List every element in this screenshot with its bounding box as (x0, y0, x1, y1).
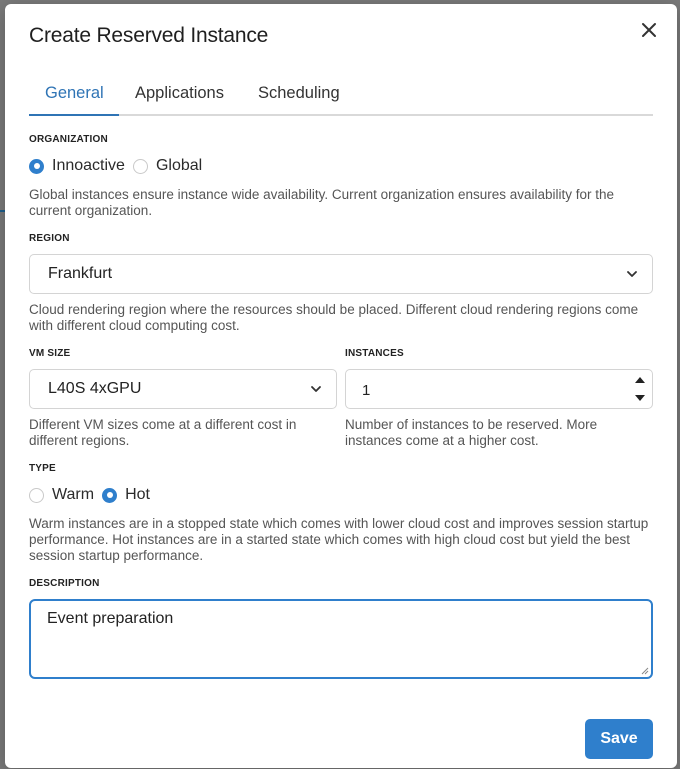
region-label: REGION (29, 233, 70, 244)
instances-decrement-button[interactable] (629, 389, 651, 407)
organization-radio-global[interactable] (133, 159, 148, 174)
instances-help-text: Number of instances to be reserved. More instances come at a higher cost. (345, 417, 598, 448)
instances-label: INSTANCES (345, 348, 404, 359)
organization-label: ORGANIZATION (29, 134, 108, 145)
instances-value: 1 (362, 382, 371, 399)
vm-size-select-value: L40S 4xGPU (48, 380, 142, 397)
tab-scheduling[interactable] (258, 84, 340, 113)
close-button[interactable] (637, 18, 661, 42)
vm-size-label: VM SIZE (29, 348, 71, 359)
close-icon (641, 22, 657, 38)
caret-up-icon (634, 376, 646, 384)
type-radio-hot[interactable] (102, 488, 117, 503)
description-label: DESCRIPTION (29, 578, 100, 589)
tab-general[interactable] (45, 84, 104, 113)
region-select-value: Frankfurt (48, 265, 113, 282)
resize-grip-icon[interactable] (641, 667, 649, 675)
tab-applications-label: Applications (135, 84, 224, 102)
caret-down-icon (634, 394, 646, 402)
vm-size-select[interactable] (29, 369, 337, 409)
region-help-text: Cloud rendering region where the resources should be placed. Different cloud rendering regions come with different cloud computing cost. (29, 302, 639, 333)
type-radio-warm[interactable] (29, 488, 44, 503)
organization-radio-innoactive[interactable] (29, 159, 44, 174)
type-help-text: Warm instances are in a stopped state which comes with lower cloud cost and improves session startup performance. Hot instances are in a started state which comes with high cloud cost but yield the best session startup performance. (29, 516, 649, 563)
tab-scheduling-label: Scheduling (258, 84, 340, 102)
organization-help-text: Global instances ensure instance wide availability. Current organization ensures availability for the current organization. (29, 187, 615, 218)
vm-size-help-text: Different VM sizes come at a different cost in different regions. (29, 417, 297, 448)
organization-radio-group (29, 157, 210, 175)
type-radio-group (29, 486, 158, 504)
type-label: TYPE (29, 463, 56, 474)
tab-applications[interactable] (135, 84, 224, 113)
region-select[interactable] (29, 254, 653, 294)
type-option-warm-label[interactable]: Warm (52, 486, 95, 503)
chevron-down-icon (626, 268, 638, 280)
description-textarea[interactable] (29, 599, 653, 679)
instances-number-input[interactable] (345, 369, 653, 409)
organization-option-innoactive-label[interactable]: Innoactive (52, 157, 125, 174)
create-reserved-instance-dialog (5, 4, 677, 768)
type-option-hot-label[interactable]: Hot (125, 486, 150, 503)
active-tab-indicator (29, 114, 119, 116)
chevron-down-icon (310, 383, 322, 395)
dialog-title: Create Reserved Instance (29, 24, 269, 47)
organization-option-global-label[interactable]: Global (155, 157, 203, 174)
save-button-label: Save (600, 730, 638, 747)
tab-general-label: General (45, 84, 104, 102)
tab-bar (29, 76, 653, 116)
instances-increment-button[interactable] (629, 371, 651, 389)
save-button[interactable] (585, 719, 653, 759)
description-value: Event preparation (47, 610, 174, 627)
